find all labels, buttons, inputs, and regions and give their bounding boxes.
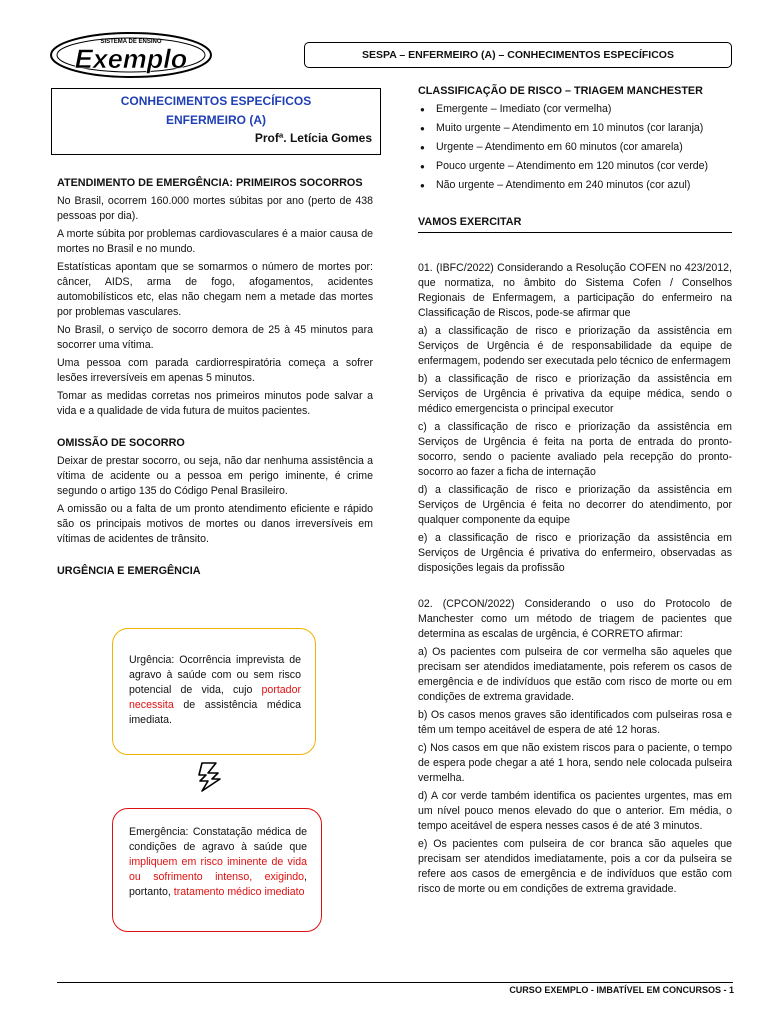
logo-brand: Exemplo [74,44,188,74]
question-1-option: c) a classificação de risco e priorização da assistência em Serviços de Urgência é feita na porta de entrada do pronto-socorro, sendo o paciente avaliado pela recepção do pronto-socorro ao fazer a ficha de internação [418,421,732,478]
urgency-definition-text: Urgência: Ocorrência imprevista de agravo à saúde com ou sem risco potencial de vida, cujo portador necessita de assistência médica imediata. [129,654,301,726]
paragraph: A omissão ou a falta de um pronto atendimento eficiente e rápido são os principais motivos de mortes ou danos irreversíveis em vítimas de acidentes de trânsito. [57,503,373,545]
right-column [418,84,732,900]
emergency-definition-text: Emergência: Constatação médica de condições de agravo à saúde que impliquem em risco iminente de vida ou sofrimento intenso, exigindo, portanto, tratamento médico imediato [129,826,307,898]
question-2-option: d) A cor verde também identifica os pacientes urgentes, mas em um nível pouco menos elevado do que o anterior. Em média, o tempo aceitável de espera nesses casos é de até 3 minutos. [418,790,732,832]
section-title-exercises: VAMOS EXERCITAR [418,215,732,233]
paragraph: No Brasil, o serviço de socorro demora de 25 à 45 minutos para socorrer uma vítima. [57,324,373,351]
paragraph: Uma pessoa com parada cardiorrespiratória começa a sofrer lesões irreversíveis em apenas 5 minutos. [57,357,373,384]
question-1-option: b) a classificação de risco e priorização da assistência em Serviços de Urgência é privativa da equipe médica, sendo o médico emergencista o principal executor [418,373,732,415]
section-title-urgency: URGÊNCIA E EMERGÊNCIA [57,565,201,577]
section-title-first-aid: ATENDIMENTO DE EMERGÊNCIA: PRIMEIROS SOCORROS [57,177,363,189]
list-item: ● Muito urgente – Atendimento em 10 minutos (cor laranja) [418,121,732,136]
question-2-stem: 02. (CPCON/2022) Considerando o uso do Protocolo de Manchester como um método de triagem de pacientes que determina as escalas de urgência, é CORRETO afirmar: [418,598,732,640]
title-box [51,88,381,155]
subject-title: CONHECIMENTOS ESPECÍFICOS [120,94,312,108]
question-1-option: e) a classificação de risco e priorização da assistência em Serviços de Urgência é privativa do enfermeiro, observadas as disposições legais da profissão [418,532,732,574]
paragraph: Deixar de prestar socorro, ou seja, não dar nenhuma assistência a vítima de acidente ou a pessoa em perigo iminente, é crime segundo o artigo 135 do Código Penal Brasileiro. [57,455,373,497]
question-2-option: e) Os pacientes com pulseira de cor branca são aqueles que precisam ser atendidos imediatamente, pois a cor da pulseira se refere aos casos de emergência e de indivíduos que estão com risco de morte ou em condições de extrema gravidade. [418,838,732,895]
header-label: SESPA – ENFERMEIRO (A) – CONHECIMENTOS ESPECÍFICOS [362,49,674,61]
urgency-definition-box [112,628,316,755]
list-item: ● Emergente – Imediato (cor vermelha) [418,102,732,117]
section-title-omission: OMISSÃO DE SOCORRO [57,437,185,449]
section-title-classification: CLASSIFICAÇÃO DE RISCO – TRIAGEM MANCHESTER [418,85,703,97]
list-item: ● Urgente – Atendimento em 60 minutos (cor amarela) [418,140,732,155]
question-2-option: b) Os casos menos graves são identificados com pulseiras rosa e têm um tempo aceitável de espera de até 12 horas. [418,709,732,736]
paragraph: No Brasil, ocorrem 160.000 mortes súbitas por ano (perto de 438 pessoas por dia). [57,195,373,222]
paragraph: Tomar as medidas corretas nos primeiros minutos pode salvar a vida e a qualidade de vida futura de muitos pacientes. [57,390,373,417]
paragraph: Estatísticas apontam que se somarmos o número de mortes por: câncer, AIDS, arma de fogo, afogamentos, acidentes automobilísticos etc, elas não chegam nem a metade das mortes por problemas vasculares. [57,261,373,318]
question-1-option: a) a classificação de risco e priorização da assistência em Serviços de Urgência é de responsabilidade da equipe de enfermagem, podendo ser executada pelo técnico de enfermagem [418,325,732,367]
question-1-stem: 01. (IBFC/2022) Considerando a Resolução COFEN no 423/2012, que normatiza, no âmbito do Sistema Cofen / Conselhos Regionais de Enfermagem, a participação do enfermeiro na Classificação de Riscos, pode-se afirmar que [418,262,732,319]
question-2-option: c) Nos casos em que não existem riscos para o paciente, o tempo de espera pode chegar a até 1 hora, sendo nele colocada pulseira vermelha. [418,742,732,784]
puzzle-arrow-icon [196,760,224,794]
header-banner [304,42,732,68]
question-2-option: a) Os pacientes com pulseira de cor vermelha são aqueles que precisam ser atendidos imediatamente, pois referem os casos de emergência e de indivíduos que estão com risco de morte ou em condições de extrema gravidade. [418,646,732,703]
emergency-definition-box [112,808,322,932]
list-item: ● Não urgente – Atendimento em 240 minutos (cor azul) [418,178,732,193]
exemplo-logo [50,30,212,78]
classification-list [418,102,732,193]
paragraph: A morte súbita por problemas cardiovasculares é a maior causa de mortes no Brasil e no mundo. [57,228,373,255]
list-item: ● Pouco urgente – Atendimento em 120 minutos (cor verde) [418,159,732,174]
footer-divider [57,982,733,983]
logo-tagline: SISTEMA DE ENSINO [100,39,162,45]
left-column [57,176,373,582]
author-name: Profª. Letícia Gomes [254,131,372,145]
role-title: ENFERMEIRO (A) [166,113,266,127]
question-1-option: d) a classificação de risco e priorização da assistência em Serviços de Urgência é feita no decorrer do atendimento, por qualquer componente da equipe [418,484,732,526]
footer-text: CURSO EXEMPLO - IMBATÍVEL EM CONCURSOS - 1 [509,985,734,995]
